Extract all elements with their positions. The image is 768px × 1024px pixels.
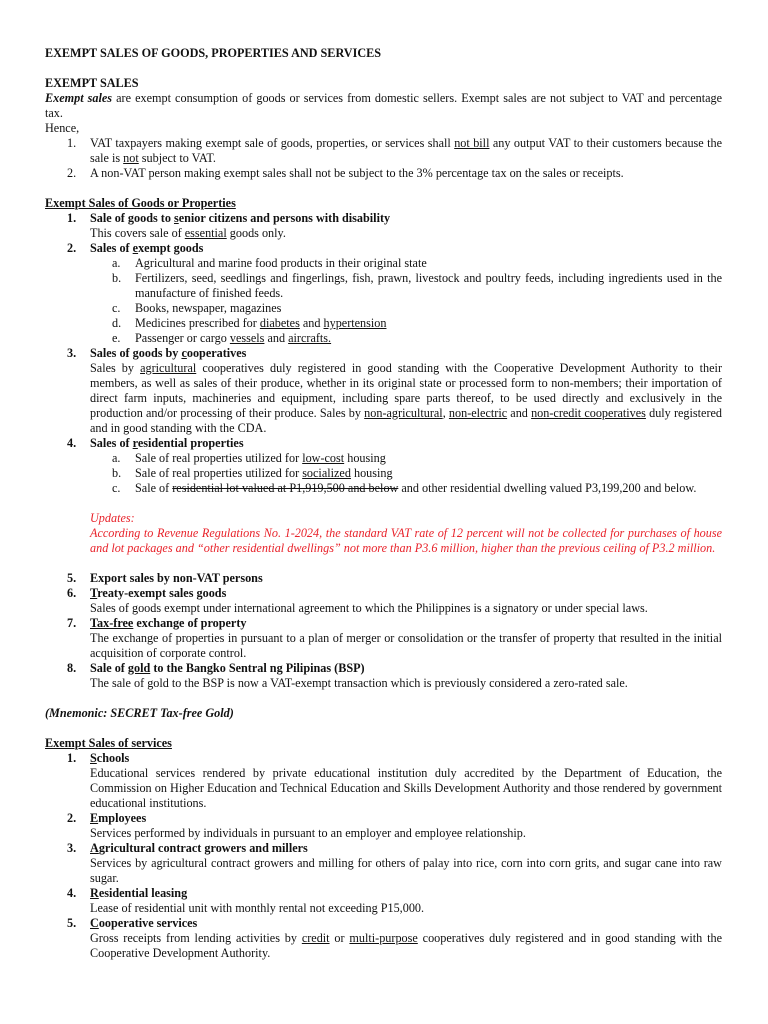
item-description: Services performed by individuals in pursuant to an employer and employee relationship. [90,826,526,840]
list-item: 2. Employees [67,811,147,825]
list-item: 4. Residential leasing [67,886,188,900]
list-item: 1. Schools [67,751,130,765]
item-description: The sale of gold to the BSP is now a VAT-exempt transaction which is previously considered a zero-rated sale. [90,676,628,690]
list-item: 1. Sale of goods to senior citizens and persons with disability [67,211,391,225]
sub-item: b. Sale of real properties utilized for socialized housing [112,466,393,480]
item-description: This covers sale of essential goods only. [90,226,286,240]
list-item: 4. Sales of residential properties [67,436,244,450]
sub-item: c. Sale of residential lot valued at P1,919,500 and below and other residential dwelling valued P3,199,200 and below. [112,481,697,495]
definition-term: Exempt sales [45,91,113,105]
sub-item: a. Sale of real properties utilized for low-cost housing [112,451,386,465]
sub-item: d. Medicines prescribed for diabetes and hypertension [112,316,387,330]
item-description: Sales by agricultural cooperatives duly registered in good standing with the Cooperative Development Authority to their members, as well as sales of their produce, whether in its original state or processed form to non-members; their importation of direct farm inputs, machineries and equipment, including spare parts thereof, to be used directly and exclusively in the production and/or processing of their produce. Sales by non-agricultural, non-electric and non-credit cooperatives duly registered and in good standing with the CDA. [90,361,723,435]
hence-text: Hence, [45,121,80,135]
sub-item: c. Books, newspaper, magazines [112,301,282,315]
list-item: 8. Sale of gold to the Bangko Sentral ng Pilipinas (BSP) [67,661,365,675]
list-item: 6. Treaty-exempt sales goods [67,586,227,600]
update-text: According to Revenue Regulations No. 1-2024, the standard VAT rate of 12 percent will not be collected for purchases of house and lot packages and “other residential dwellings” not more than P3.6 million, higher than the previous ceiling of P3.2 million. [90,526,722,555]
sub-item: a. Agricultural and marine food products in their original state [112,256,427,270]
item-description: Gross receipts from lending activities by credit or multi-purpose cooperatives duly registered and in good standing with the Cooperative Development Authority. [90,931,723,960]
list-item: 7. Tax-free exchange of property [67,616,247,630]
mnemonic: (Mnemonic: SECRET Tax-free Gold) [45,706,234,720]
document-page [45,46,722,961]
list-item: 2. Sales of exempt goods [67,241,204,255]
list-item: 2. A non-VAT person making exempt sales shall not be subject to the 3% percentage tax on the sales or receipts. [67,166,624,180]
update-title: Updates: [90,511,135,525]
services-heading: Exempt Sales of services [45,736,172,750]
item-description: Sales of goods exempt under international agreement to which the Philippines is a signatory or under special laws. [90,601,648,615]
sub-item: e. Passenger or cargo vessels and aircrafts. [112,331,332,345]
list-item: 5. Export sales by non-VAT persons [67,571,263,585]
item-description: Educational services rendered by private educational institution duly accredited by the Department of Education, the Commission on Higher Education and Technical Education and Skills Development Authority and those rendered by government educational institutions. [90,766,722,810]
item-description: Lease of residential unit with monthly rental not exceeding P15,000. [90,901,425,915]
list-item: 3. Sales of goods by cooperatives [67,346,247,360]
sub-item: b. Fertilizers, seed, seedlings and fingerlings, fish, prawn, livestock and poultry feeds, including ingredients used in the manufacture of finished feeds. [112,271,722,300]
list-item: 1. VAT taxpayers making exempt sale of goods, properties, or services shall not bill any output VAT to their customers because the sale is not subject to VAT. [67,136,723,165]
goods-heading: Exempt Sales of Goods or Properties [45,196,236,210]
document-title: EXEMPT SALES OF GOODS, PROPERTIES AND SERVICES [45,46,382,60]
intro-definition: Exempt sales are exempt consumption of goods or services from domestic sellers. Exempt sales are not subject to VAT and percentage tax. [45,91,723,120]
struck-text: residential lot valued at P1,919,500 and below [172,481,399,495]
item-description: Services by agricultural contract growers and milling for others of palay into rice, corn into corn grits, and sugar cane into raw sugar. [90,856,722,885]
list-item: 3. Agricultural contract growers and millers [67,841,308,855]
list-item: 5. Cooperative services [67,916,198,930]
intro-heading: EXEMPT SALES [45,76,139,90]
item-description: The exchange of properties in pursuant to a plan of merger or consolidation or the transfer of property that resulted in the initial acquisition of corporate control. [90,631,722,660]
